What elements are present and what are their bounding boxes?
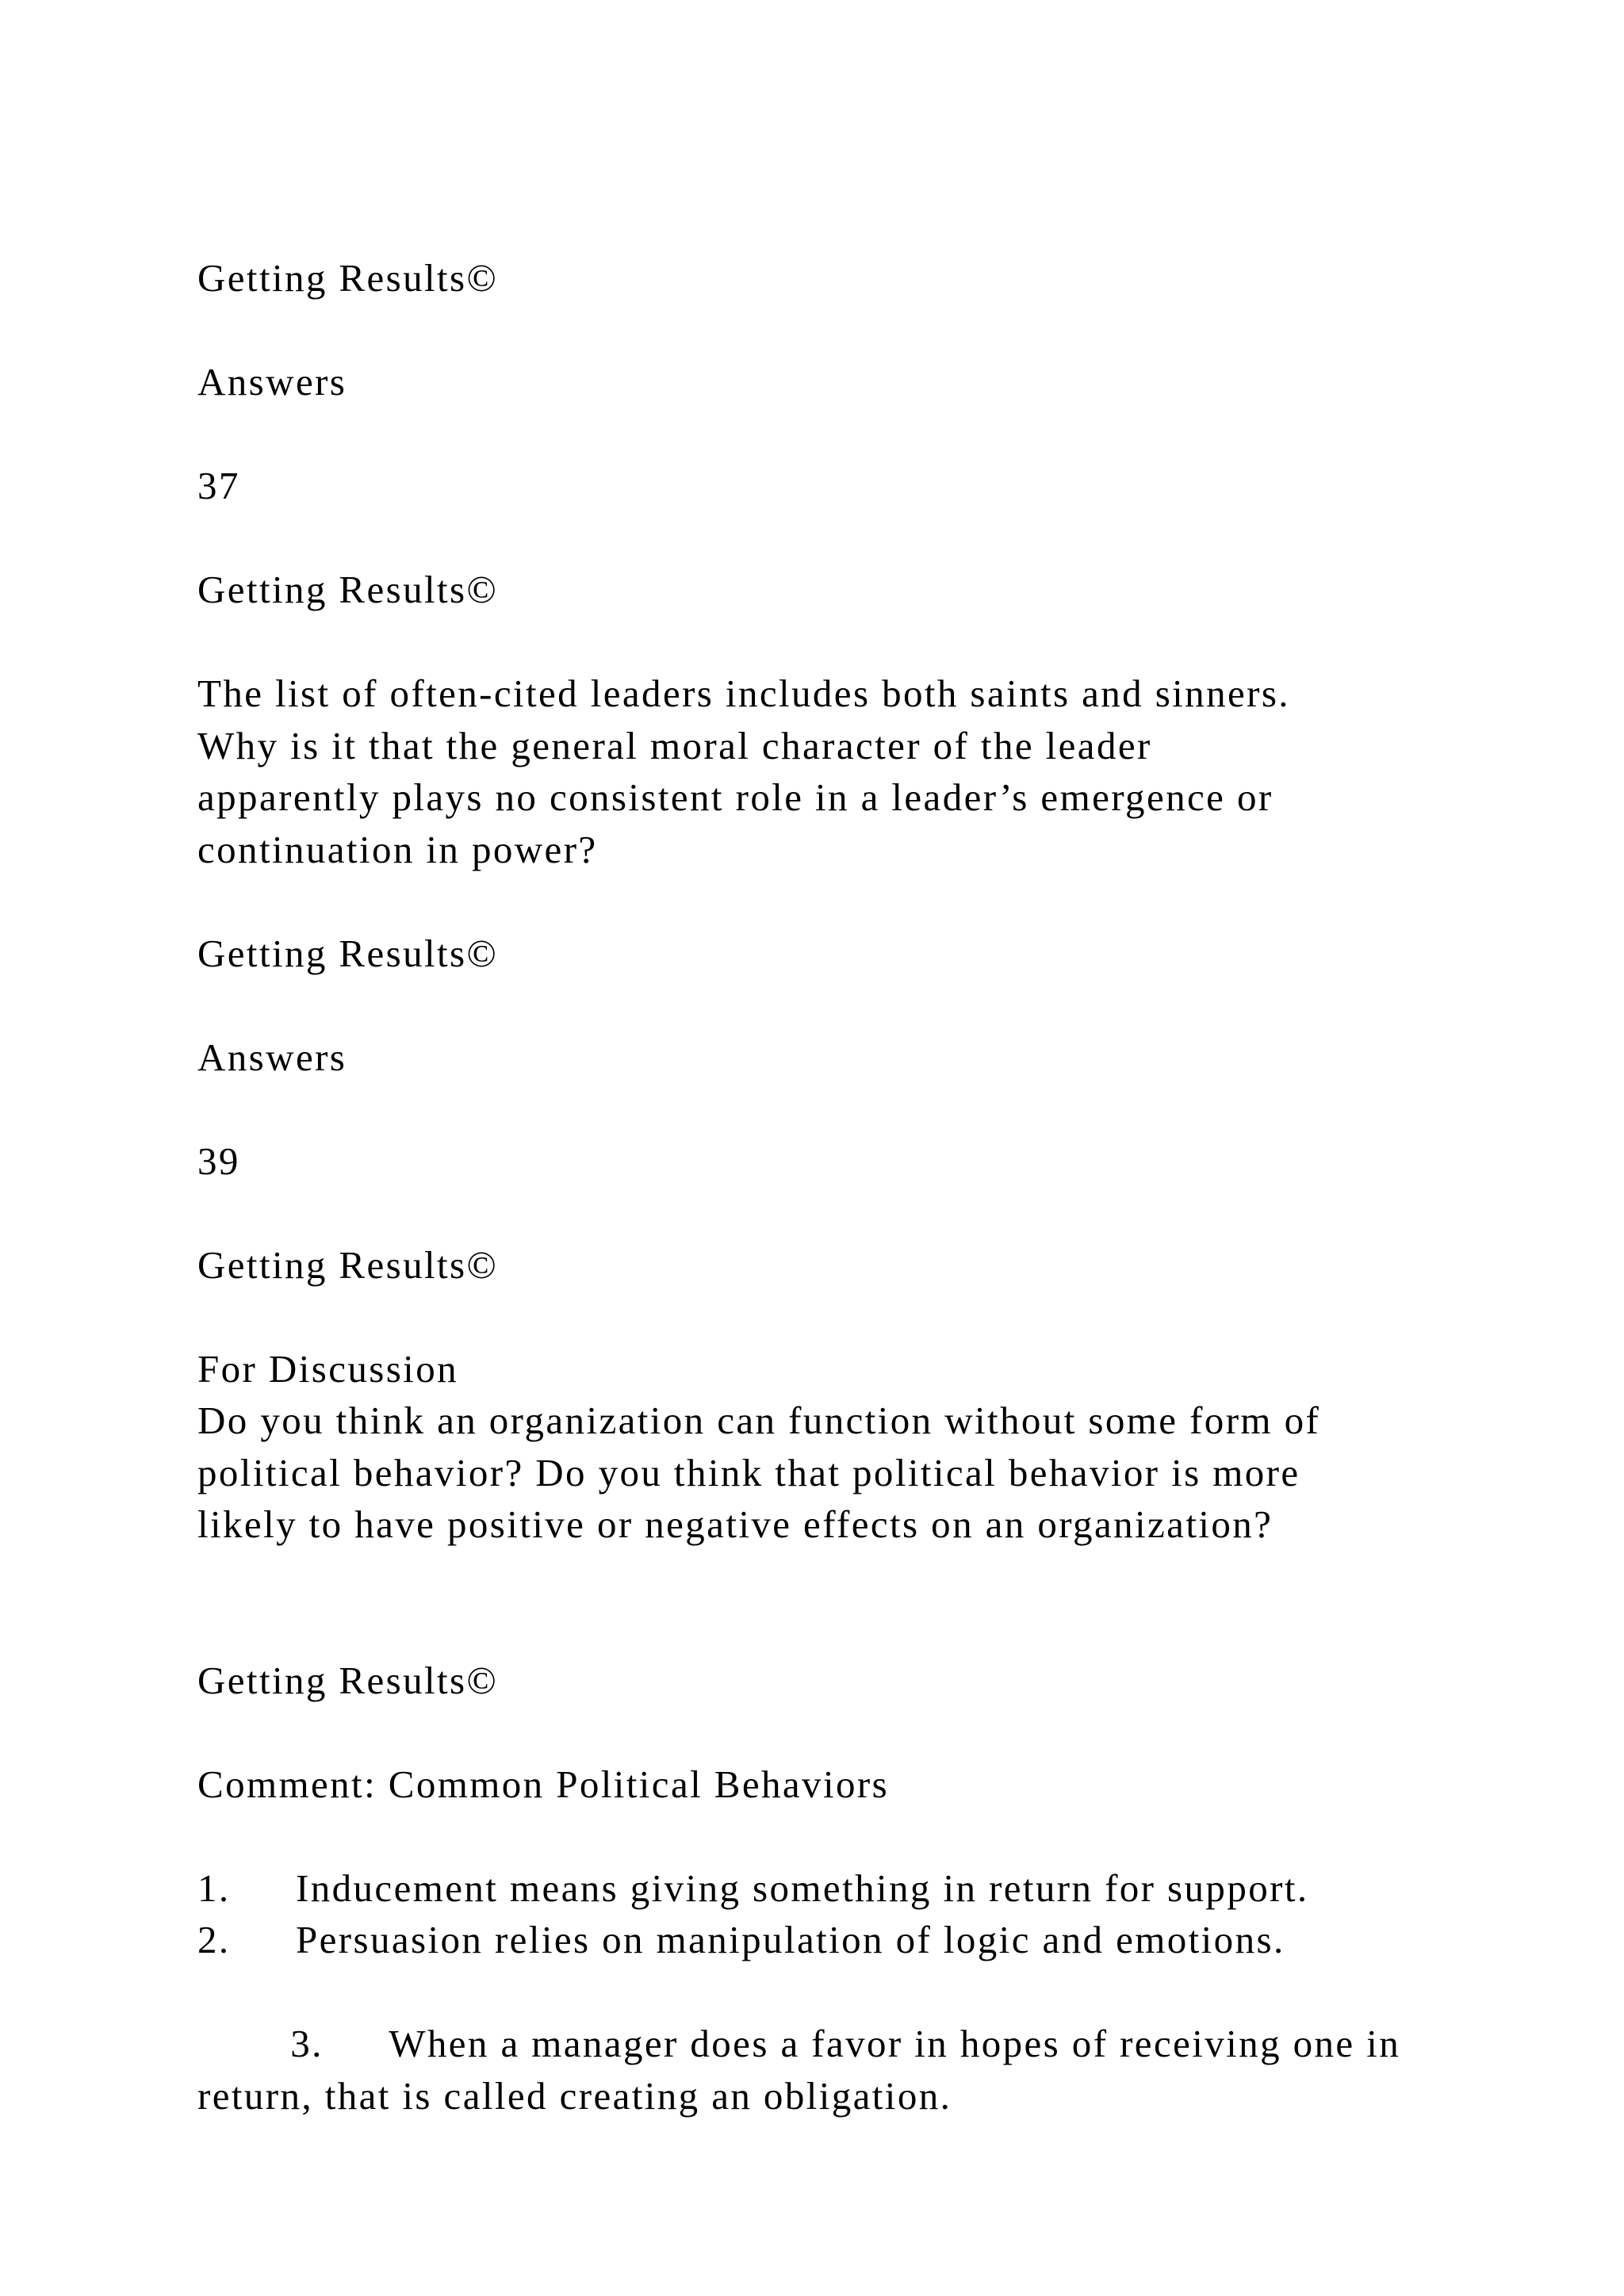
section-label: Answers: [197, 360, 347, 404]
page-number: 39: [197, 1138, 240, 1183]
slide-header: Getting Results©: [197, 568, 499, 611]
page-number: 37: [197, 464, 240, 507]
slide-header: Getting Results©: [197, 256, 499, 300]
list-item: [197, 1862, 1545, 1915]
slide-header: Getting Results©: [197, 931, 499, 975]
list-item: [197, 1914, 1545, 1966]
slide-header: Getting Results©: [197, 1658, 499, 1702]
list-text: When a manager does a favor in hopes of receiving one in return, that is called creating an obligation.: [197, 2022, 1401, 2118]
comment-heading: Comment: Common Political Behaviors: [197, 1762, 890, 1806]
numbered-list: [197, 1862, 1545, 2174]
list-text: Inducement means giving something in return for support.: [296, 1866, 1309, 1910]
list-number: 1.: [197, 1866, 231, 1910]
discussion-paragraph: For Discussion Do you think an organization can function without some form of political behavior? Do you think that political behavior is more likely to have positive or negative effects on an organization?: [197, 1346, 1321, 1546]
document-body: [197, 252, 1545, 2174]
section-label: Answers: [197, 1035, 347, 1079]
list-number: 3.: [290, 2022, 324, 2065]
slide-header: Getting Results©: [197, 1242, 499, 1287]
list-item: [197, 1966, 1545, 2174]
question-paragraph: The list of often-cited leaders includes both saints and sinners. Why is it that the general moral character of the leader apparently plays no consistent role in a leader’s emergence or continuation in power?: [197, 672, 1290, 871]
list-text: Persuasion relies on manipulation of logic and emotions.: [296, 1918, 1285, 1961]
list-number: 2.: [197, 1918, 231, 1961]
